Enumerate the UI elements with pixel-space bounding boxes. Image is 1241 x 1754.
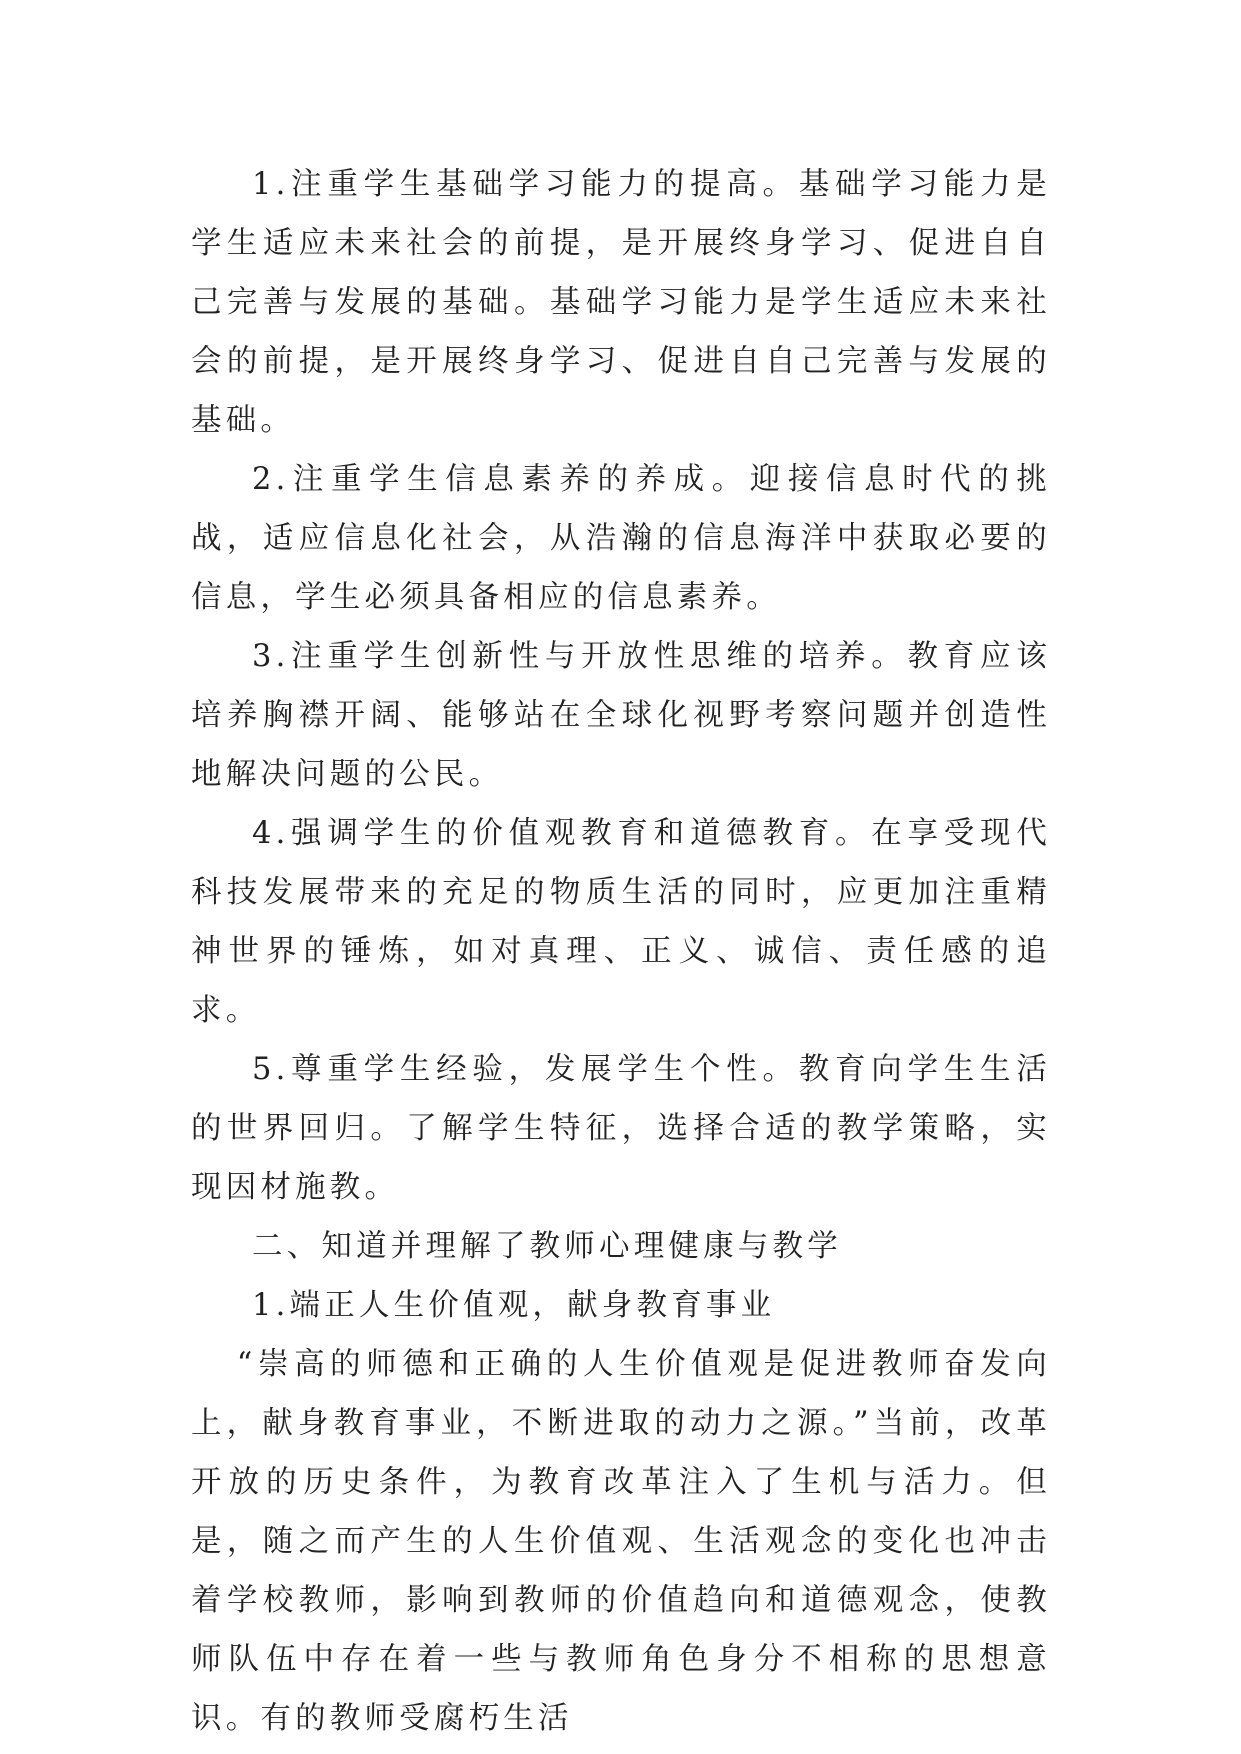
paragraph-information-literacy: 2.注重学生信息素养的养成。迎接信息时代的挑战，适应信息化社会，从浩瀚的信息海洋中获取必要的信息，学生必须具备相应的信息素养。 [191, 462, 1051, 615]
paragraph-basic-learning: 1.注重学生基础学习能力的提高。基础学习能力是学生适应未来社会的前提，是开展终身学习、促进自自己完善与发展的基础。基础学习能力是学生适应未来社会的前提，是开展终身学习、促进自自己完善与发展的基础。 [191, 167, 1051, 438]
section-heading-teacher-mental-health: 二、知道并理解了教师心理健康与教学 [252, 1229, 842, 1264]
paragraph-teacher-ethics: “崇高的师德和正确的人生价值观是促进教师奋发向上，献身教育事业，不断进取的动力之源。”当前，改革开放的历史条件，为教育改革注入了生机与活力。但是，随之而产生的人生价值观、生活观念的变化也冲击着学校教师，影响到教师的价值趋向和道德观念，使教师队伍中存在着一些与教师角色身分不相称的思想意识。有的教师受腐朽生活 [191, 1347, 1051, 1736]
paragraph-innovative-thinking: 3.注重学生创新性与开放性思维的培养。教育应该培养胸襟开阔、能够站在全球化视野考察问题并创造性地解决问题的公民。 [191, 639, 1051, 792]
paragraph-student-experience: 5.尊重学生经验，发展学生个性。教育向学生生活的世界回归。了解学生特征，选择合适的教学策略，实现因材施教。 [191, 1052, 1051, 1205]
subsection-heading-life-values: 1.端正人生价值观，献身教育事业 [252, 1288, 776, 1323]
document-body [191, 155, 1051, 1748]
paragraph-values-education: 4.强调学生的价值观教育和道德教育。在享受现代科技发展带来的充足的物质生活的同时，应更加注重精神世界的锤炼，如对真理、正义、诚信、责任感的追求。 [191, 816, 1051, 1028]
